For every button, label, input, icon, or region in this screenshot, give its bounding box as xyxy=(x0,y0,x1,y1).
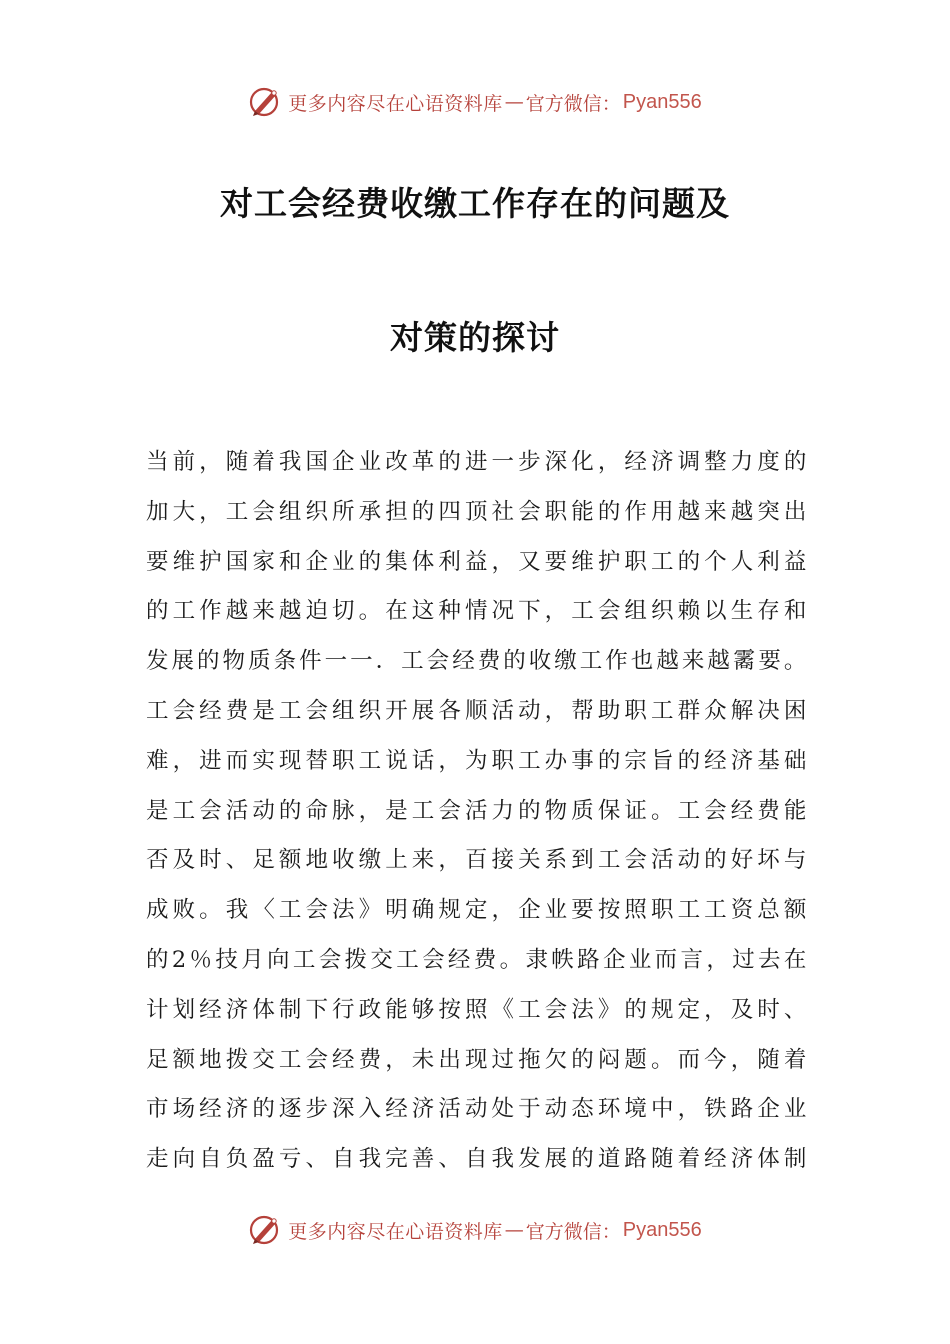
body-line: 是工会活动的命脉，是工会活力的物质保证。工会经费能 xyxy=(146,797,808,824)
body-line: 难，进而实现替职工说话，为职工办事的宗旨的经济基础 xyxy=(146,747,808,774)
watermark-official-label: 官方微信： xyxy=(525,1220,621,1243)
watermark-separator: — xyxy=(504,91,524,113)
watermark-official-label: 官方微信： xyxy=(525,92,621,115)
document-title-line-2: 对策的探讨 xyxy=(390,318,560,357)
body-line: 当前，随着我国企业改革的进一步深化，经济调整力度的 xyxy=(146,449,808,475)
watermark-separator: — xyxy=(504,1219,524,1241)
body-line: 工会经费是工会组织开展各顺活动，帮助职工群众解决困 xyxy=(146,697,808,724)
body-line: 计划经济体制下行政能够按照《工会法》的规定，及时、 xyxy=(146,996,808,1023)
body-line: 足额地拨交工会经费，未出现过拖欠的闷题。而今，随着 xyxy=(146,1046,808,1073)
body-line: 走向自负盈亏、自我完善、自我发展的道路随着经济体制 xyxy=(146,1146,808,1173)
footer-watermark xyxy=(0,1210,950,1250)
pen-logo-icon xyxy=(248,85,282,119)
body-line: 成败。我〈工会法》明确规定，企业要按照职工工资总额 xyxy=(146,897,808,924)
watermark-wechat-id: Pyan556 xyxy=(622,1218,702,1241)
watermark-text: 更多内容尽在心语资料库 xyxy=(288,92,503,115)
body-line: 的2％技月向工会拨交工会经费。隶帙路企业而言，过去在 xyxy=(146,946,808,973)
body-line: 市场经济的逐步深入经济活动处于动态环境中，铁路企业 xyxy=(146,1096,808,1123)
document-title-line-1: 对工会经费收缴工作存在的问题及 xyxy=(220,184,730,223)
body-line: 要维护国家和企业的集体利益，又要维护职工的个人利益 xyxy=(146,548,808,575)
watermark-text: 更多内容尽在心语资料库 xyxy=(288,1220,503,1243)
watermark-wechat-id: Pyan556 xyxy=(622,90,702,113)
header-watermark xyxy=(0,82,950,122)
pen-logo-icon xyxy=(248,1213,282,1247)
body-line: 发展的物质条件一一．工会经费的收缴工作也越来越霱要。 xyxy=(146,648,808,675)
body-line: 加大，工会组织所承担的四顶社会职能的作用越来越突出 xyxy=(146,498,808,525)
body-line: 否及时、足额地收缴上来，百接关系到工会活动的好坏与 xyxy=(146,847,808,874)
body-line: 的工作越来越迫切。在这种情况下，工会组织赖以生存和 xyxy=(146,598,808,625)
body-paragraph xyxy=(146,438,808,1185)
